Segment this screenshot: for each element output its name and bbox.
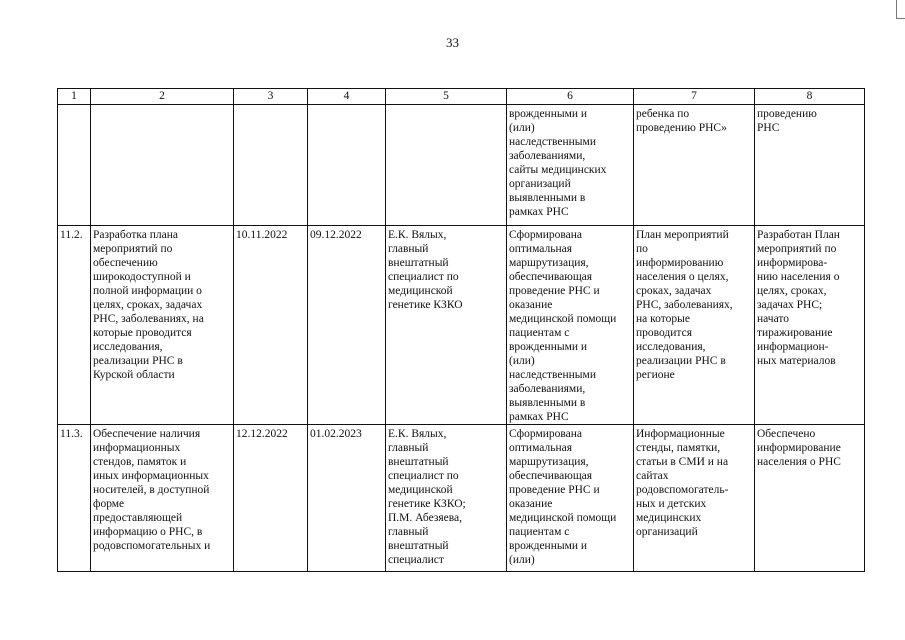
document-cell: Информационные стенды, памятки, статьи в СМИ и на сайтах родовспомогатель- ных и детских медицинских организаций — [634, 425, 755, 572]
plan-table — [57, 88, 865, 572]
header-row — [58, 89, 865, 105]
result-cell: Сформирована оптимальная маршрутизация, обеспечивающая проведение РНС и оказание медицинской помощи пациентам с врожденными и (или) — [507, 425, 634, 572]
header-col-8: 8 — [755, 89, 865, 105]
responsible-cell: Е.К. Вялых, главный внештатный специалист по медицинской генетике КЗКО; П.М. Абезяева, главный внештатный специалист — [386, 425, 507, 572]
header-col-5: 5 — [386, 89, 507, 105]
page-number: 33 — [446, 35, 459, 50]
start-date-cell — [234, 105, 308, 226]
activity-cell — [91, 105, 234, 226]
header-col-2: 2 — [91, 89, 234, 105]
result-cell: Сформирована оптимальная маршрутизация, обеспечивающая проведение РНС и оказание медицинской помощи пациентам с врожденными и (или) наследственными заболеваниями, выявленными в рамках РНС — [507, 226, 634, 425]
responsible-cell — [386, 105, 507, 226]
header-col-1: 1 — [58, 89, 91, 105]
end-date-cell — [308, 105, 386, 226]
document-cell: План мероприятий по информированию населения о целях, сроках, задачах РНС, заболеваниях, на которые проводится исследования, реализации РНС в регионе — [634, 226, 755, 425]
result-cell: врожденными и (или) наследственными заболеваниями, сайты медицинских организаций выявленными в рамках РНС — [507, 105, 634, 226]
row-number: 11.3. — [58, 425, 91, 572]
activity-cell: Разработка плана мероприятий по обеспечению широкодоступной и полной информации о целях, сроках, задачах РНС, заболеваниях, на которые проводится исследования, реализации РНС в Курской области — [91, 226, 234, 425]
header-col-6: 6 — [507, 89, 634, 105]
document-cell: ребенка по проведению РНС» — [634, 105, 755, 226]
row-number — [58, 105, 91, 226]
header-col-3: 3 — [234, 89, 308, 105]
header-col-4: 4 — [308, 89, 386, 105]
corner-mark — [896, 0, 905, 19]
status-cell: проведению РНС — [755, 105, 865, 226]
end-date-cell: 09.12.2022 — [308, 226, 386, 425]
start-date-cell: 10.11.2022 — [234, 226, 308, 425]
activity-cell: Обеспечение наличия информационных стендов, памяток и иных информационных носителей, в доступной форме предоставляющей информацию о РНС, в родовспомогательных и — [91, 425, 234, 572]
responsible-cell: Е.К. Вялых, главный внештатный специалист по медицинской генетике КЗКО — [386, 226, 507, 425]
row-number: 11.2. — [58, 226, 91, 425]
status-cell: Обеспечено информирование населения о РНС — [755, 425, 865, 572]
header-col-7: 7 — [634, 89, 755, 105]
table-row — [58, 425, 865, 572]
table-row — [58, 226, 865, 425]
end-date-cell: 01.02.2023 — [308, 425, 386, 572]
table-row — [58, 105, 865, 226]
start-date-cell: 12.12.2022 — [234, 425, 308, 572]
status-cell: Разработан План мероприятий по информирова- нию населения о целях, сроках, задачах РНС; начато тиражирование информацион- ных материалов — [755, 226, 865, 425]
